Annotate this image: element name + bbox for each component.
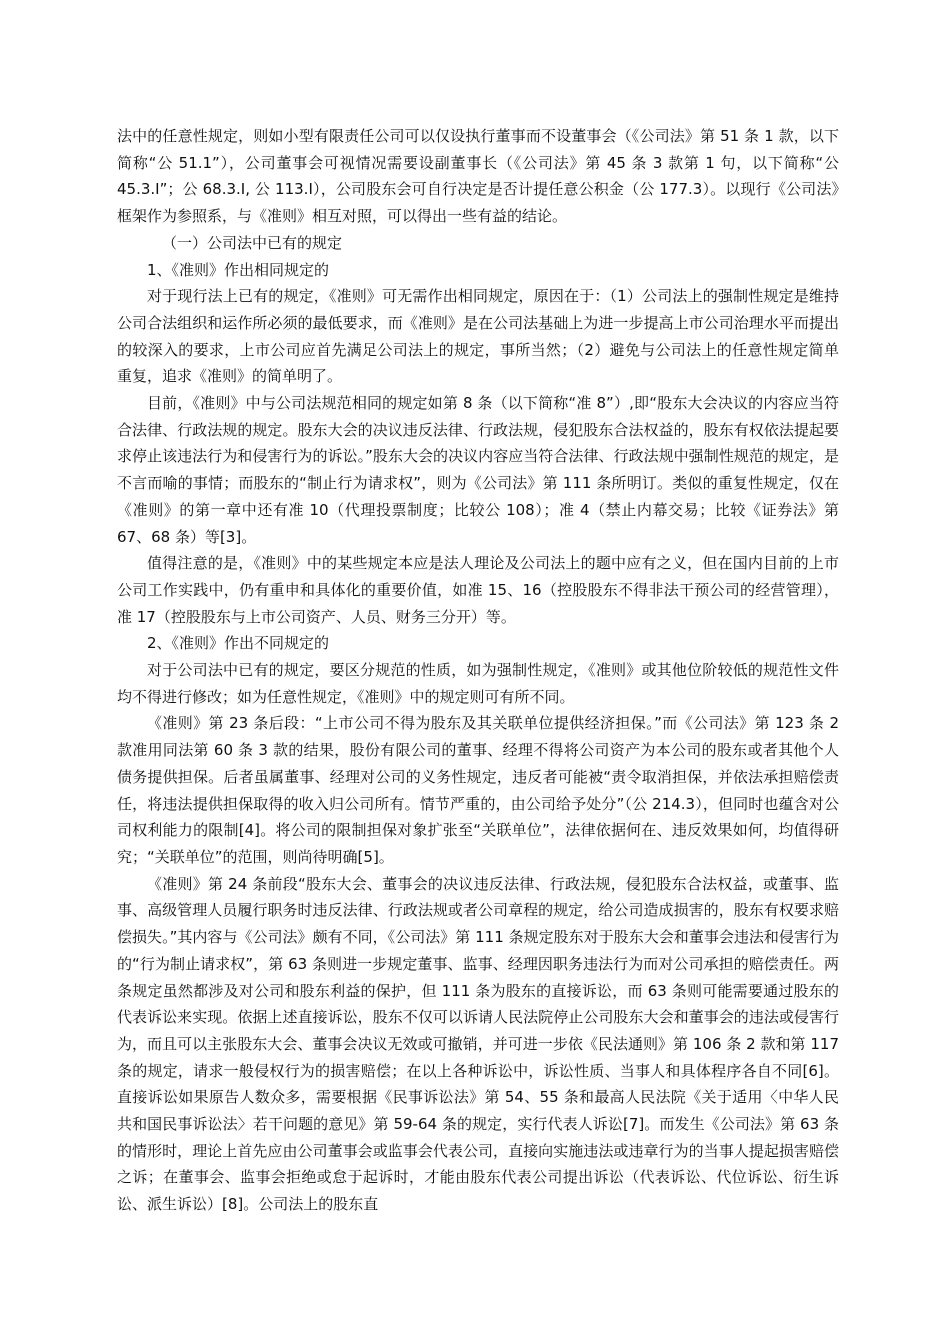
document-page — [117, 123, 839, 1218]
paragraph: 对于现行法上已有的规定，《准则》可无需作出相同规定，原因在于：（1）公司法上的强制性规定是维持公司合法组织和运作所必须的最低要求，而《准则》是在公司法基础上为进一步提高上市公司治理水平而提出的较深入的要求，上市公司应首先满足公司法上的规定，事所当然；（2）避免与公司法上的任意性规定简单重复，追求《准则》的简单明了。 — [117, 287, 839, 386]
subsection-heading-different-rules: 2、《准则》作出不同规定的 — [147, 634, 330, 653]
section-heading: （一）公司法中已有的规定 — [162, 233, 343, 252]
paragraph: 对于公司法中已有的规定，要区分规范的性质，如为强制性规定，《准则》或其他位阶较低的规范性文件均不得进行修改；如为任意性规定，《准则》中的规定则可有所不同。 — [117, 661, 839, 706]
paragraph: 目前，《准则》中与公司法规范相同的规定如第 8 条（以下简称“准 8”）,即“股东大会决议的内容应当符合法律、行政法规的规定。股东大会的决议违反法律、行政法规，侵犯股东合法权益的，股东有权依法提起要求停止该违法行为和侵害行为的诉讼。”股东大会的决议内容应当符合法律、行政法规中强制性规范的规定，是不言而喻的事情；而股东的“制止行为请求权”，则为《公司法》第 111 条所明订。类似的重复性规定，仅在《准则》的第一章中还有准 10（代理投票制度；比较公 108）；准 4（禁止内幕交易；比较《证券法》第 67、68 条）等[3]。 — [117, 394, 839, 546]
subsection-heading-same-rules: 1、《准则》作出相同规定的 — [147, 260, 330, 279]
paragraph-continued: 法中的任意性规定，则如小型有限责任公司可以仅设执行董事而不设董事会（《公司法》第 51 条 1 款，以下简称“公 51.1”），公司董事会可视情况需要设副董事长（《公司法》第 45 条 3 款第 1 句，以下简称“公 45.3.I”；公 68.3.I, 公 113.I），公司股东会可自行决定是否计提任意公积金（公 177.3）。以现行《公司法》框架作为参照系，与《准则》相互对照，可以得出一些有益的结论。 — [117, 127, 839, 226]
paragraph: 值得注意的是，《准则》中的某些规定本应是法人理论及公司法上的题中应有之义，但在国内目前的上市公司工作实践中，仍有重申和具体化的重要价值，如准 15、16（控股股东不得非法干预公司的经营管理），准 17（控股股东与上市公司资产、人员、财务三分开）等。 — [117, 554, 839, 626]
paragraph: 《准则》第 24 条前段“股东大会、董事会的决议违反法律、行政法规，侵犯股东合法权益，或董事、监事、高级管理人员履行职务时违反法律、行政法规或者公司章程的规定，给公司造成损害的，股东有权要求赔偿损失。”其内容与《公司法》颇有不同，《公司法》第 111 条规定股东对于股东大会和董事会违法和侵害行为的“行为制止请求权”，第 63 条则进一步规定董事、监事、经理因职务违法行为而对公司承担的赔偿责任。两条规定虽然都涉及对公司和股东利益的保护，但 111 条为股东的直接诉讼，而 63 条则可能需要通过股东的代表诉讼来实现。依据上述直接诉讼，股东不仅可以诉请人民法院停止公司股东大会和董事会的违法或侵害行为，而且可以主张股东大会、董事会决议无效或可撤销，并可进一步依《民法通则》第 106 条 2 款和第 117 条的规定，请求一般侵权行为的损害赔偿；在以上各种诉讼中，诉讼性质、当事人和具体程序各自不同[6]。直接诉讼如果原告人数众多，需要根据《民事诉讼法》第 54、55 条和最高人民法院《关于适用〈中华人民共和国民事诉讼法〉若干问题的意见》第 59-64 条的规定，实行代表人诉讼[7]。而发生《公司法》第 63 条的情形时，理论上首先应由公司董事会或监事会代表公司，直接向实施违法或违章行为的当事人提起损害赔偿之诉；在董事会、监事会拒绝或怠于起诉时，才能由股东代表公司提出诉讼（代表诉讼、代位诉讼、衍生诉讼、派生诉讼）[8]。公司法上的股东直 — [117, 874, 839, 1214]
paragraph: 《准则》第 23 条后段：“上市公司不得为股东及其关联单位提供经济担保。”而《公司法》第 123 条 2 款准用同法第 60 条 3 款的结果，股份有限公司的董事、经理不得将公司资产为本公司的股东或者其他个人债务提供担保。后者虽属董事、经理对公司的义务性规定，违反者可能被“责令取消担保，并依法承担赔偿责任，将违法提供担保取得的收入归公司所有。情节严重的，由公司给予处分”（公 214.3），但同时也蕴含对公司权利能力的限制[4]。将公司的限制担保对象扩张至“关联单位”，法律依据何在、违反效果如何，均值得研究；“关联单位”的范围，则尚待明确[5]。 — [117, 714, 839, 866]
